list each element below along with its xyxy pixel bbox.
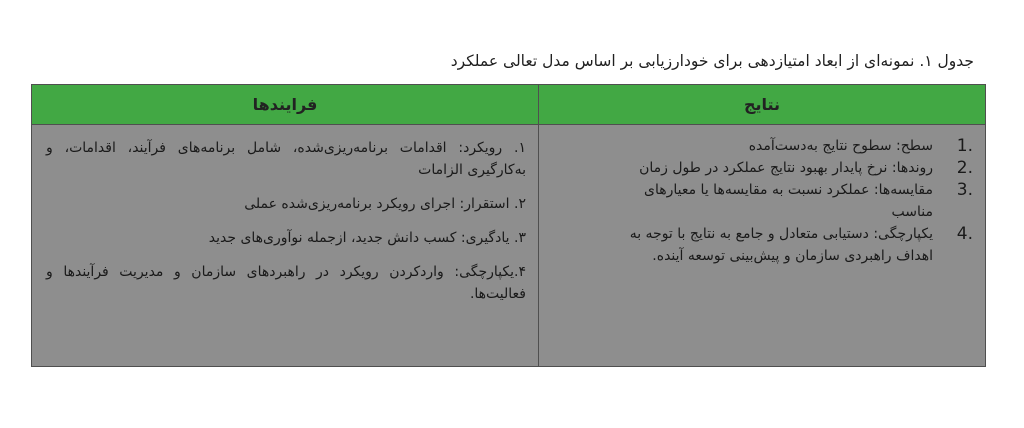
results-header: نتایج [539,85,985,125]
results-column [539,85,985,366]
result-text: روندها: نرخ پایدار بهبود نتایج عملکرد در طول زمان [639,160,933,176]
result-number: 1. [956,136,973,156]
result-text: سطح: سطوح نتایج به‌دست‌آمده [748,138,933,154]
self-assessment-table [31,84,986,367]
result-item-comparisons [549,179,973,223]
process-item-integration: ۴.یکپارچگی: واردکردن رویکرد در راهبردهای سازمان و مدیریت فرآیندها و فعالیت‌ها. [46,264,526,302]
result-number: 2. [956,158,973,178]
processes-body [32,125,538,305]
result-item-trends [549,157,973,179]
result-text: مقایسه‌ها: عملکرد نسبت به مقایسه‌ها یا معیارهای مناسب [644,182,933,220]
process-item-deployment: ۲. استقرار: اجرای رویکرد برنامه‌ریزی‌شده عملی [244,196,526,212]
process-item-learning: ۳. یادگیری: کسب دانش جدید، ازجمله نوآوری‌های جدید [208,230,526,246]
result-item-levels [549,135,973,157]
result-item-integration [549,223,973,267]
processes-header: فرایندها [32,85,538,125]
result-text: یکپارچگی: دستیابی متعادل و جامع به نتایج با توجه به اهداف راهبردی سازمان و پیش‌بینی توسعه آینده. [629,226,933,264]
table-caption: جدول ۱. نمونه‌ای از ابعاد امتیازدهی برای خودارزیابی بر اساس مدل تعالی عملکرد [450,52,974,70]
processes-column [32,85,539,366]
results-list [539,125,985,267]
process-item-approach: ۱. رویکرد: اقدامات برنامه‌ریزی‌شده، شامل برنامه‌های فرآیند، اقدامات، و به‌کارگیری الزامات [46,140,526,178]
result-number: 3. [956,180,973,200]
result-number: 4. [956,224,973,244]
